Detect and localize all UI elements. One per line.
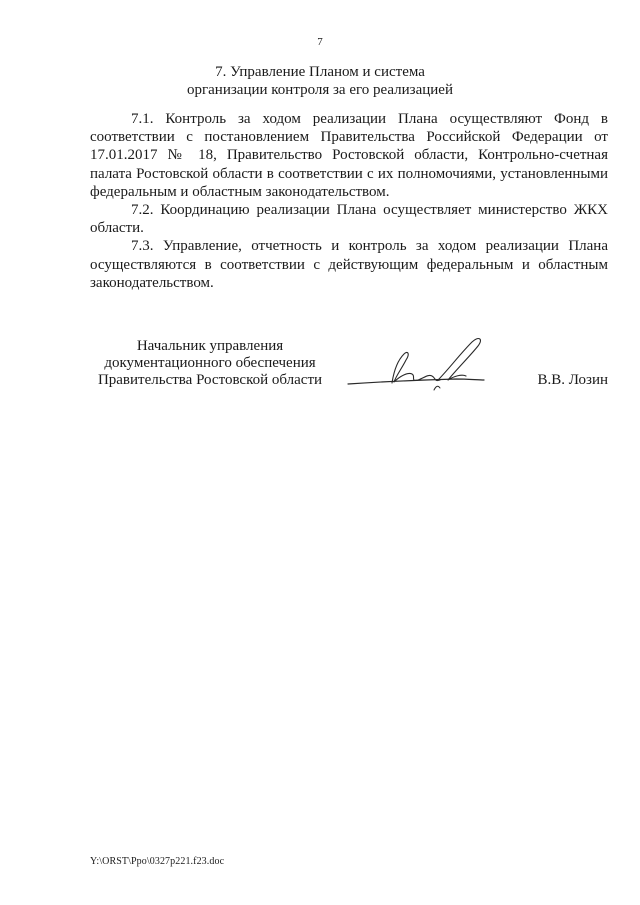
paragraph-7-1: 7.1. Контроль за ходом реализации Плана осуществляют Фонд в соответствии с постановлением Правительства Российской Федерации от 17.01.2017 № 18, Правительство Ростовской области, Контрольно-счетная палата Ростовской области в соответствии с их полномочиями, установленными федеральным и областным законодательством. (90, 111, 608, 200)
page-number: 7 (317, 36, 323, 48)
signature-block (90, 338, 608, 408)
signer-name: В.В. Лозин (537, 372, 608, 388)
signer-title-line-2: документационного обеспечения (104, 355, 316, 371)
signer-title (90, 338, 330, 389)
signer-title-line-1: Начальник управления (136, 338, 284, 354)
paragraph-7-3: 7.3. Управление, отчетность и контроль за ходом реализации Плана осуществляются в соответствии с действующим федеральным и областным законодательством. (90, 238, 608, 291)
section-heading (0, 63, 640, 99)
footer-file-path: Y:\ORST\Ppo\0327p221.f23.doc (90, 856, 225, 867)
section-heading-line-2: организации контроля за его реализацией (187, 82, 453, 98)
paragraph-7-2: 7.2. Координацию реализации Плана осуществляет министерство ЖКХ области. (90, 202, 608, 237)
section-heading-line-1: 7. Управление Планом и система (215, 64, 425, 80)
body-text (90, 110, 608, 292)
signer-title-line-3: Правительства Ростовской области (97, 372, 323, 388)
handwritten-signature (338, 330, 518, 400)
